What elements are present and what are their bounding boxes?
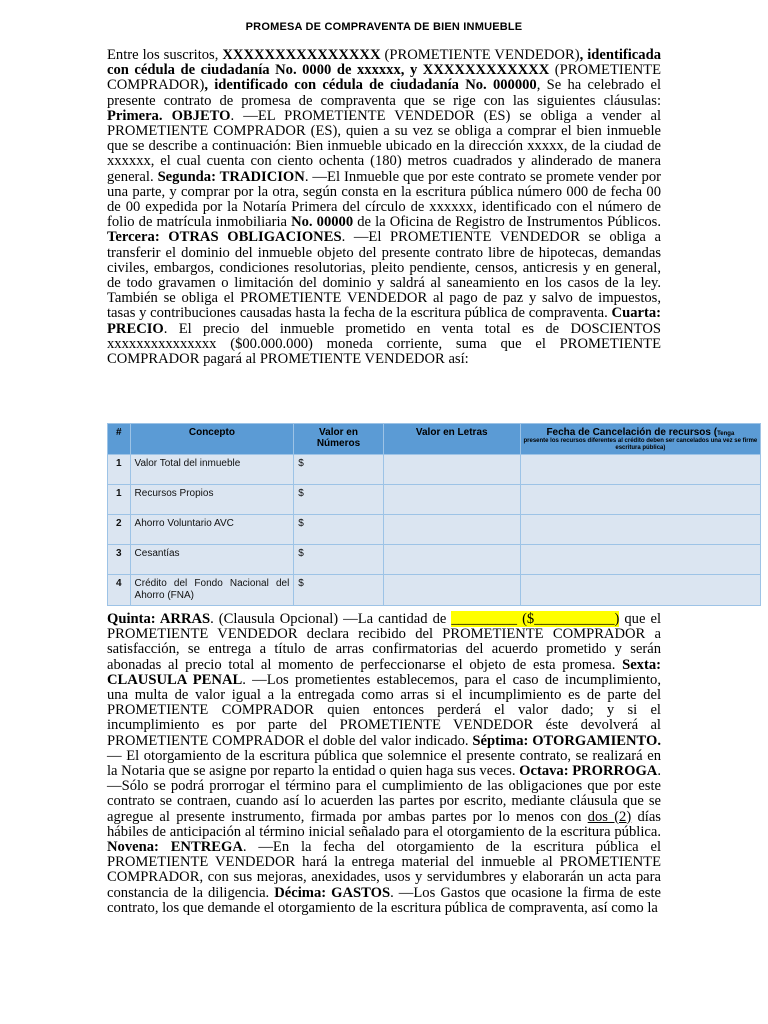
row-letras [383, 575, 520, 606]
row-concepto: Cesantías [130, 545, 294, 575]
header-valor-letras: Valor en Letras [383, 424, 520, 455]
row-letras [383, 485, 520, 515]
row-fecha [520, 515, 760, 545]
seller-id: , identificada con cédula de ciudadanía No. 0000 de xxxxxx, y XXXXXXXXXXXX [107, 47, 661, 79]
header-fecha [520, 424, 760, 455]
text-run: . —El Inmueble que por este contrato se promete vender por una parte, y comprar por la otra, según consta en la escritura pública número 000 de fecha 00 de 00 expedida por la Notaría Primera del círculo de xxxxxx, identificado con el número de folio de matrícula inmobiliaria [107, 168, 661, 231]
text-run: . —En la fecha del otorgamiento de la escritura pública el PROMETIENTE VENDEDOR hará la entrega material del inmueble al PROMETIENTE COMPRADOR, con sus mejoras, anexidades, usos y servidumbres y elaborarán un acta para constancia de la diligencia. [107, 839, 662, 901]
buyer-id: , identificado con cédula de ciudadanía No. 000000 [204, 77, 537, 94]
text-run: (PROMETIENTE COMPRADOR) [107, 62, 661, 94]
document-title: PROMESA DE COMPRAVENTA DE BIEN INMUEBLE [245, 21, 523, 33]
header-fecha-note-b: presente los recursos diferentes al crédito deben ser cancelados una vez se firme escritura pública) [523, 438, 758, 451]
row-fecha [520, 455, 760, 485]
row-fecha [520, 575, 760, 606]
text-run: . —Los Gastos que ocasione la firma de este contrato, los que demande el otorgamiento de la escritura pública de compraventa, así como la [107, 884, 661, 916]
text-run: Entre los suscritos, [107, 47, 223, 63]
row-num: 3 [108, 545, 131, 575]
row-concepto: Crédito del Fondo Nacional del Ahorro (FNA) [130, 575, 294, 606]
clause-heading-octava: Octava: PRORROGA [519, 763, 658, 780]
text-run: . —El PROMETIENTE VENDEDOR se obliga a transferir el dominio del inmueble objeto del presente contrato libre de hipotecas, demandas civiles, embargos, condiciones resolutorias, pleito pendiente, censos, anticresis y en general, de todo gravamen o limitación del dominio y saldrá al saneamiento en los casos de la ley. También se obliga el PROMETIENTE VENDEDOR al pago de paz y salvo de impuestos, tasas y contribuciones causadas hasta la fecha de la escritura pública de compraventa. [107, 229, 661, 322]
row-concepto: Ahorro Voluntario AVC [130, 515, 294, 545]
text-run: . —EL PROMETIENTE VENDEDOR (ES) se obliga a vender al PROMETIENTE COMPRADOR (ES), quien a su vez se obliga a comprar el bien inmueble que se describe a continuación: Bien inmueble ubicado en la dirección xxxxx, de la ciudad de xxxxxx, el cual cuenta con ciento ochenta (180) metros cuadrados y alinderado de manera general. [107, 107, 662, 185]
arras-amount-blank: _________ ($___________) [451, 611, 620, 627]
text-run: . El precio del inmueble prometido en venta total es de DOSCIENTOS xxxxxxxxxxxxxxx ($00.000.000) moneda corriente, suma que el PROMETIENTE COMPRADOR pagará al PROMETIENTE VENDEDOR así: [107, 320, 661, 368]
clause-heading-tercera: Tercera: OTRAS OBLIGACIONES [107, 229, 342, 246]
clause-heading-cuarta: Cuarta: PRECIO [107, 305, 661, 337]
text-run: de la Oficina de Registro de Instrumentos Públicos. [353, 214, 661, 231]
row-concepto: Valor Total del inmueble [130, 455, 294, 485]
clause-heading-decima: Décima: GASTOS [274, 884, 391, 901]
text-run: . (Clausula Opcional) —La cantidad de [210, 611, 452, 627]
table-row [108, 455, 761, 485]
row-letras [383, 545, 520, 575]
row-num: 2 [108, 515, 131, 545]
text-run: , Se ha celebrado el presente contrato de promesa de compraventa que se rige con las siguientes cláusulas: [107, 77, 662, 109]
row-valor: $ [294, 575, 383, 606]
clause-heading-novena: Novena: ENTREGA [107, 839, 243, 856]
text-run: . —Los prometientes establecemos, para el caso de incumplimiento, una multa de valor igual a la entregada como arras si el incumplimiento es de parte del PROMETIENTE COMPRADOR quien entonces perderá el valor dado; y si el incumplimiento es por parte del PROMETIENTE VENDEDOR éste devolverá al PROMETIENTE COMPRADOR el doble del valor indicado. [107, 671, 661, 749]
clause-heading-quinta: Quinta: ARRAS [107, 611, 211, 627]
table-row [108, 515, 761, 545]
row-valor: $ [294, 455, 383, 485]
text-run: (PROMETIENTE VENDEDOR) [380, 47, 580, 63]
header-fecha-note-a: Tenga [717, 431, 735, 437]
row-fecha [520, 545, 760, 575]
table-row [108, 575, 761, 606]
text-run: días hábiles de anticipación al término inicial señalado para el otorgamiento de la escritura pública. [107, 808, 661, 840]
clause-heading-segunda: Segunda: TRADICION [157, 168, 305, 185]
clause-heading-primera: Primera. OBJETO [107, 107, 231, 124]
seller-name: XXXXXXXXXXXXXXX [222, 47, 381, 63]
clause-heading-septima: Séptima: OTORGAMIENTO. [472, 732, 661, 749]
text-run: que el PROMETIENTE VENDEDOR declara recibido del PROMETIENTE COMPRADOR a satisfacción, se entrega a título de arras confirmatorias del acuerdo prometido y serán abonadas al precio total al momento de perfeccionarse el objeto de esta promesa. [107, 611, 661, 673]
row-letras [383, 515, 520, 545]
folio-number: No. 00000 [291, 214, 354, 231]
row-concepto: Recursos Propios [130, 485, 294, 515]
table-row [108, 545, 761, 575]
row-valor: $ [294, 485, 383, 515]
row-valor: $ [294, 545, 383, 575]
table-row [108, 485, 761, 515]
paragraph-clauses [107, 612, 661, 916]
header-fecha-label: Fecha de Cancelación de recursos [546, 427, 711, 438]
text-run: — El otorgamiento de la escritura pública que solemnice el presente contrato, se realizará en la Notaria que se asigne por reparto la entidad o quien haga sus veces. [107, 747, 661, 780]
row-num: 4 [108, 575, 131, 606]
row-letras [383, 455, 520, 485]
header-valor-numeros: Valor en Números [294, 424, 383, 455]
row-fecha [520, 485, 760, 515]
paragraph-intro [107, 48, 661, 367]
text-run: . —Sólo se podrá prorrogar el término para el cumplimiento de las obligaciones que por este contrato se contraen, cuando así lo acuerden las partes por escrito, mediante cláusula que se agregue al presente instrumento, firmada por ambas partes por lo menos con [107, 763, 661, 825]
header-fecha-open: ( [710, 427, 718, 438]
header-concepto: Concepto [130, 424, 294, 455]
table-header-row [108, 424, 761, 455]
header-num: # [108, 424, 131, 455]
row-num: 1 [108, 455, 131, 485]
row-num: 1 [108, 485, 131, 515]
row-valor: $ [294, 515, 383, 545]
payment-table [107, 423, 761, 606]
clause-heading-sexta: Sexta: CLAUSULA PENAL [107, 656, 661, 688]
days-underlined: dos (2) [587, 808, 632, 825]
